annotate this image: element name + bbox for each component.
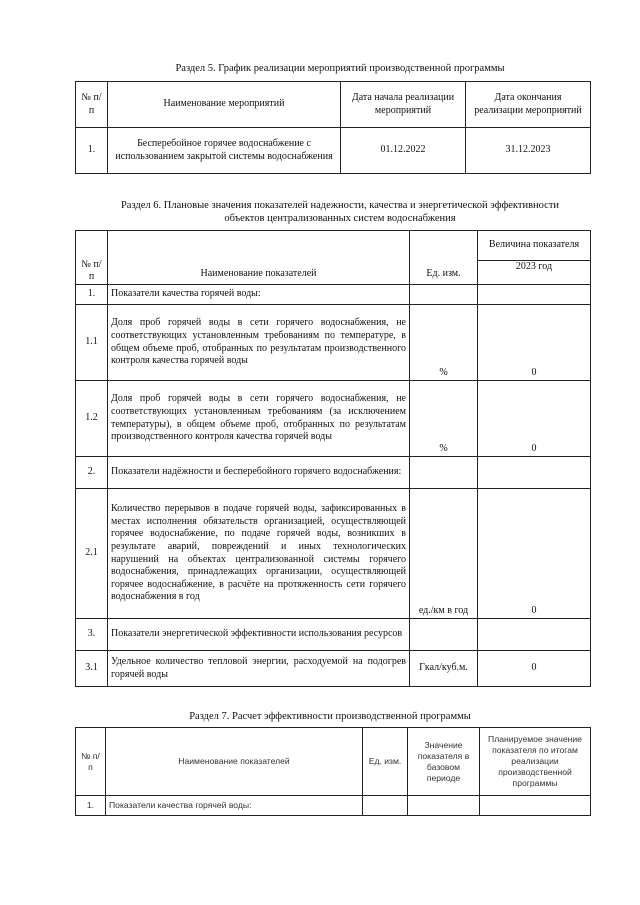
row-indicator-name: Показатели энергетической эффективности использования ресурсов bbox=[108, 619, 410, 651]
row-indicator-name: Доля проб горячей воды в сети горячего водоснабжения, не соответствующих установленным требованиям по температуре, в общем объеме проб, отобранных по результатам производственного контроля качества горячей воды bbox=[108, 305, 410, 381]
table-row bbox=[76, 381, 591, 457]
row-unit bbox=[410, 619, 478, 651]
row-num: 1.2 bbox=[76, 381, 108, 457]
section5-header-row bbox=[76, 82, 591, 128]
row-indicator-name: Показатели качества горячей воды: bbox=[106, 796, 363, 816]
row-base-value bbox=[408, 796, 480, 816]
row-num: 1. bbox=[76, 796, 106, 816]
row-value bbox=[478, 457, 591, 489]
row-planned-value bbox=[480, 796, 591, 816]
header-base-period: Значение показателя в базовом периоде bbox=[408, 728, 480, 796]
row-value bbox=[478, 619, 591, 651]
row-num: 1. bbox=[76, 128, 108, 174]
row-unit: Гкал/куб.м. bbox=[410, 651, 478, 687]
row-value: 0 bbox=[478, 651, 591, 687]
header-num: № п/п bbox=[76, 728, 106, 796]
row-num: 2.1 bbox=[76, 489, 108, 619]
row-indicator-name: Показатели качества горячей воды: bbox=[108, 285, 410, 305]
header-unit: Ед. изм. bbox=[363, 728, 408, 796]
table-row bbox=[76, 796, 591, 816]
row-unit bbox=[363, 796, 408, 816]
header-value-group: Величина показателя bbox=[478, 231, 591, 261]
row-num: 1.1 bbox=[76, 305, 108, 381]
row-indicator-name: Показатели надёжности и бесперебойного горячего водоснабжения: bbox=[108, 457, 410, 489]
section6-title bbox=[70, 199, 610, 225]
row-value: 0 bbox=[478, 489, 591, 619]
row-num: 3. bbox=[76, 619, 108, 651]
table-row bbox=[76, 489, 591, 619]
row-indicator-name: Удельное количество тепловой энергии, расходуемой на подогрев горячей воды bbox=[108, 651, 410, 687]
row-unit: % bbox=[410, 305, 478, 381]
section6-table bbox=[75, 230, 591, 687]
row-indicator-name: Количество перерывов в подаче горячей воды, зафиксированных в местах исполнения обязательств организацией, осуществляющей горячее водоснабжение, по подаче горячей воды, возникших в результате аварий, повреждений и иных технологических нарушений на объектах централизованной системы горячего водоснабжения, принадлежащих организации, осуществляющей горячее водоснабжение, в расчёте на протяженность сети горячего водоснабжения в год bbox=[108, 489, 410, 619]
table-row bbox=[76, 457, 591, 489]
section6-header-row bbox=[76, 231, 591, 261]
section7-table bbox=[75, 727, 591, 816]
section7-title: Раздел 7. Расчет эффективности производственной программы bbox=[189, 711, 471, 722]
table-row bbox=[76, 305, 591, 381]
header-indicator-name: Наименование показателей bbox=[106, 728, 363, 796]
header-start-date: Дата начала реализации мероприятий bbox=[341, 82, 466, 128]
header-unit: Ед. изм. bbox=[410, 231, 478, 285]
row-num: 2. bbox=[76, 457, 108, 489]
row-num: 3.1 bbox=[76, 651, 108, 687]
section5-title: Раздел 5. График реализации мероприятий производственной программы bbox=[175, 63, 505, 74]
table-row bbox=[76, 651, 591, 687]
row-num: 1. bbox=[76, 285, 108, 305]
row-indicator-name: Доля проб горячей воды в сети горячего водоснабжения, не соответствующих установленным требованиям (за исключением температуры), в общем объеме проб, отобранных по результатам производственного контроля качества горячей воды bbox=[108, 381, 410, 457]
section6-title-line1: Раздел 6. Плановые значения показателей надежности, качества и энергетической эффективности bbox=[120, 200, 560, 211]
section6-title-line2: объектов централизованных систем водоснабжения bbox=[224, 213, 456, 224]
row-unit bbox=[410, 285, 478, 305]
table-row bbox=[76, 619, 591, 651]
row-unit: ед./км в год bbox=[410, 489, 478, 619]
row-end-date: 31.12.2023 bbox=[466, 128, 591, 174]
section5-table bbox=[75, 81, 591, 174]
table-row bbox=[76, 285, 591, 305]
header-num: № п/п bbox=[76, 231, 108, 285]
header-planned-value: Планируемое значение показателя по итогам реализации производственной программы bbox=[480, 728, 591, 796]
header-event-name: Наименование мероприятий bbox=[108, 82, 341, 128]
table-row bbox=[76, 128, 591, 174]
row-start-date: 01.12.2022 bbox=[341, 128, 466, 174]
header-num: № п/п bbox=[76, 82, 108, 128]
header-indicator-name: Наименование показателей bbox=[108, 231, 410, 285]
section7-header-row bbox=[76, 728, 591, 796]
row-value: 0 bbox=[478, 381, 591, 457]
row-value: 0 bbox=[478, 305, 591, 381]
header-year: 2023 год bbox=[478, 261, 591, 285]
row-unit bbox=[410, 457, 478, 489]
row-value bbox=[478, 285, 591, 305]
row-unit: % bbox=[410, 381, 478, 457]
header-end-date: Дата окончания реализации мероприятий bbox=[466, 82, 591, 128]
row-event-name: Бесперебойное горячее водоснабжение с использованием закрытой системы водоснабжения bbox=[108, 128, 341, 174]
